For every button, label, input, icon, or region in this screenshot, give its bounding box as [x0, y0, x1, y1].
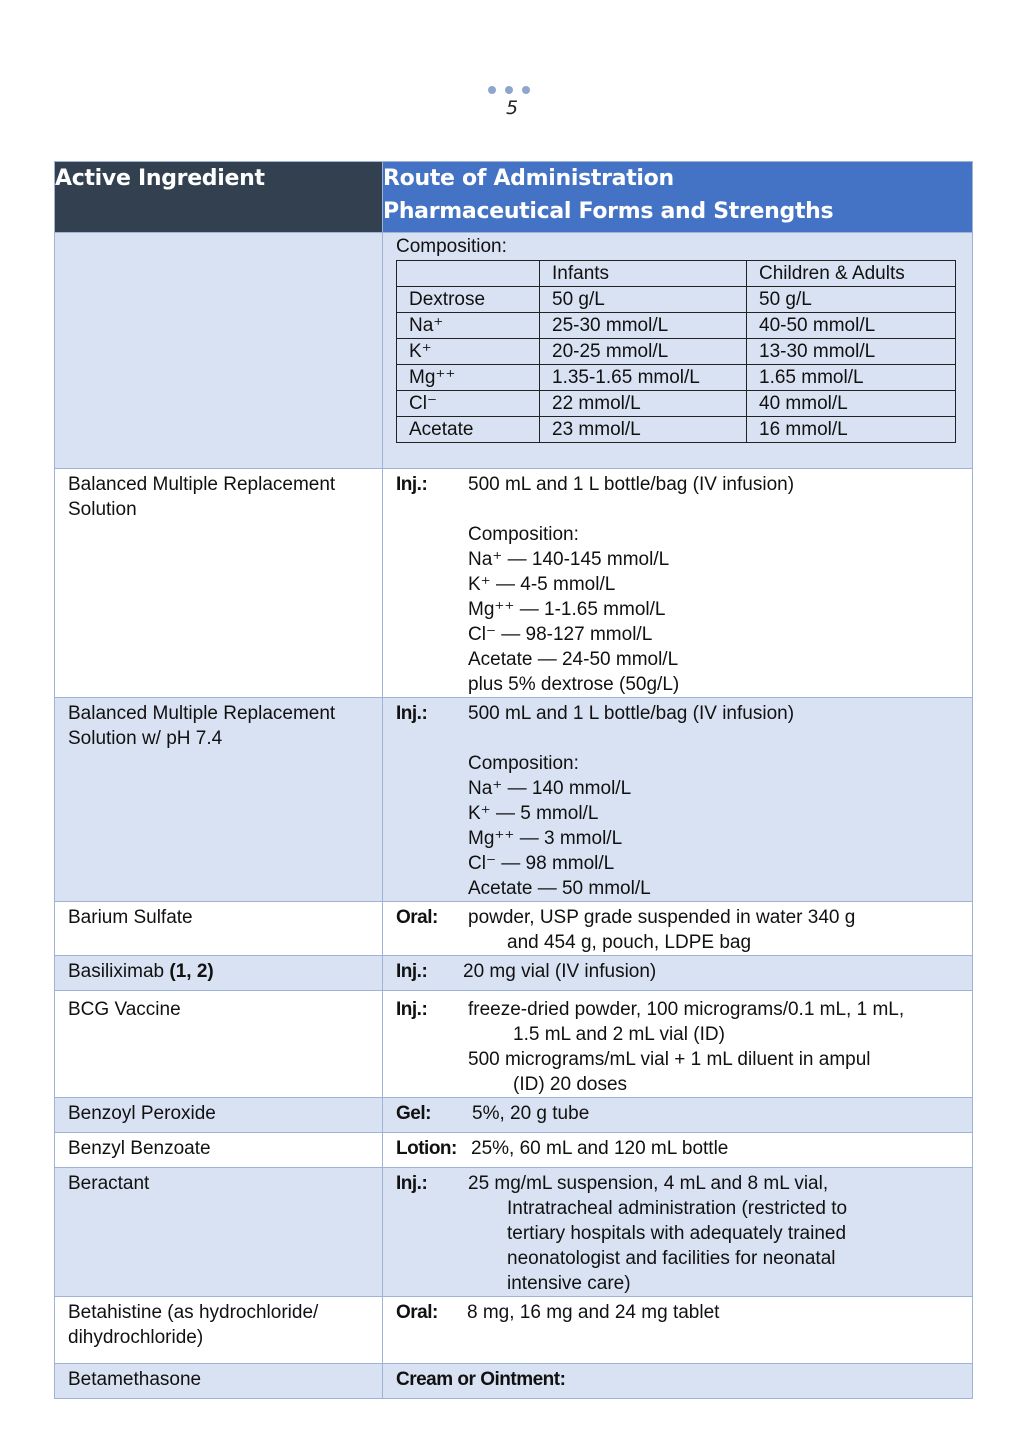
- ingredient-name: Balanced Multiple Replacement: [68, 474, 336, 495]
- detail-line: and 454 g, pouch, LDPE bag: [507, 932, 752, 953]
- form-label: Gel:: [396, 1103, 431, 1124]
- composition-cell: Mg⁺⁺: [397, 365, 540, 391]
- table-row: [55, 902, 973, 956]
- composition-header-row: [397, 261, 956, 287]
- ingredient-name: Balanced Multiple Replacement: [68, 703, 336, 724]
- table-row: [55, 1364, 973, 1399]
- detail-line: tertiary hospitals with adequately trained: [507, 1223, 847, 1244]
- forms-cell: [383, 1297, 973, 1364]
- ingredient-cell: [55, 956, 383, 991]
- detail-line: [468, 497, 972, 522]
- composition-row: [397, 391, 956, 417]
- detail-line: 20 mg vial (IV infusion): [463, 961, 657, 982]
- composition-header: Infants: [540, 261, 747, 287]
- detail-line: 25 mg/mL suspension, 4 mL and 8 mL vial,: [468, 1173, 829, 1194]
- ingredient-cell: [55, 1168, 383, 1297]
- form-details: [396, 1171, 972, 1296]
- detail-line: Cl⁻ — 98 mmol/L: [468, 853, 615, 874]
- ingredient-name: Barium Sulfate: [68, 907, 193, 928]
- detail-line: Mg⁺⁺ — 1-1.65 mmol/L: [468, 599, 666, 620]
- header-route-line1: Route of Administration: [383, 166, 674, 191]
- ingredient-name: Benzoyl Peroxide: [68, 1103, 216, 1124]
- composition-cell: Na⁺: [397, 313, 540, 339]
- ingredient-cell: [55, 1297, 383, 1364]
- composition-row: [397, 287, 956, 313]
- table-row: [55, 698, 973, 902]
- forms-cell: [383, 956, 973, 991]
- composition-cell: 16 mmol/L: [747, 417, 956, 443]
- forms-cell: [383, 698, 973, 902]
- composition-cell: 20-25 mmol/L: [540, 339, 747, 365]
- composition-row: [397, 339, 956, 365]
- detail-line: Na⁺ — 140-145 mmol/L: [468, 549, 670, 570]
- form-details: [396, 1300, 972, 1325]
- table-row: [55, 469, 973, 698]
- detail-line: plus 5% dextrose (50g/L): [468, 674, 680, 695]
- detail-line: 8 mg, 16 mg and 24 mg tablet: [467, 1302, 720, 1323]
- composition-cell: 13-30 mmol/L: [747, 339, 956, 365]
- ingredient-reference: (1, 2): [169, 961, 214, 982]
- form-label: Cream or Ointment:: [396, 1369, 566, 1390]
- ingredient-name: Basiliximab: [68, 961, 165, 982]
- detail-line: (ID) 20 doses: [513, 1074, 628, 1095]
- detail-line: neonatologist and facilities for neonatal: [507, 1248, 836, 1269]
- ingredient-cell: [55, 1098, 383, 1133]
- form-details: [396, 905, 972, 955]
- detail-line: 500 mL and 1 L bottle/bag (IV infusion): [468, 474, 795, 495]
- detail-line: 1.5 mL and 2 mL vial (ID): [513, 1024, 725, 1045]
- form-label: Oral:: [396, 1302, 438, 1323]
- composition-row: [397, 313, 956, 339]
- ingredient-name: Betamethasone: [68, 1369, 202, 1390]
- ingredient-cell: [55, 233, 383, 469]
- ingredient-cell: [55, 1364, 383, 1399]
- form-details: [396, 472, 972, 697]
- composition-cell: 23 mmol/L: [540, 417, 747, 443]
- header-route-line2: Pharmaceutical Forms and Strengths: [383, 199, 834, 224]
- detail-line: K⁺ — 4-5 mmol/L: [468, 574, 616, 595]
- form-label: Inj.:: [396, 961, 428, 982]
- composition-cell: 50 g/L: [747, 287, 956, 313]
- ornament-dot: [522, 86, 530, 94]
- composition-cell: Cl⁻: [397, 391, 540, 417]
- form-label: Inj.:: [396, 1173, 428, 1194]
- form-details: [396, 1101, 972, 1126]
- composition-cell: 1.35-1.65 mmol/L: [540, 365, 747, 391]
- detail-line: Acetate — 24-50 mmol/L: [468, 649, 679, 670]
- form-details: [396, 959, 972, 984]
- composition-cell: 40 mmol/L: [747, 391, 956, 417]
- ingredient-cell: [55, 698, 383, 902]
- detail-line: Composition:: [468, 524, 579, 545]
- table-row: [55, 233, 973, 469]
- composition-cell: K⁺: [397, 339, 540, 365]
- form-details: [396, 701, 972, 901]
- forms-cell: [383, 1133, 973, 1168]
- ingredient-name: Solution w/ pH 7.4: [68, 728, 223, 749]
- composition-cell: Dextrose: [397, 287, 540, 313]
- composition-cell: 22 mmol/L: [540, 391, 747, 417]
- detail-line: Cl⁻ — 98-127 mmol/L: [468, 624, 653, 645]
- table-header: [55, 162, 973, 233]
- composition-table: [396, 260, 956, 443]
- detail-line: 500 micrograms/mL vial + 1 mL diluent in ampul: [468, 1049, 871, 1070]
- detail-line: Mg⁺⁺ — 3 mmol/L: [468, 828, 623, 849]
- form-label: Inj.:: [396, 474, 428, 495]
- header-active-ingredient: Active Ingredient: [55, 162, 383, 233]
- composition-cell: 40-50 mmol/L: [747, 313, 956, 339]
- ingredient-cell: [55, 469, 383, 698]
- composition-cell: 1.65 mmol/L: [747, 365, 956, 391]
- detail-line: Na⁺ — 140 mmol/L: [468, 778, 632, 799]
- composition-cell: 50 g/L: [540, 287, 747, 313]
- ingredient-cell: [55, 991, 383, 1098]
- forms-cell: [383, 991, 973, 1098]
- detail-line: 500 mL and 1 L bottle/bag (IV infusion): [468, 703, 795, 724]
- page-number: 5: [505, 97, 519, 119]
- detail-line: K⁺ — 5 mmol/L: [468, 803, 599, 824]
- table-row: [55, 1098, 973, 1133]
- detail-line: intensive care): [507, 1273, 631, 1294]
- ingredient-name: BCG Vaccine: [68, 999, 181, 1020]
- detail-line: Acetate — 50 mmol/L: [468, 878, 651, 899]
- form-label: Oral:: [396, 907, 438, 928]
- table-row: [55, 991, 973, 1098]
- ingredient-name: Betahistine (as hydrochloride/: [68, 1302, 319, 1323]
- detail-line: Intratracheal administration (restricted to: [507, 1198, 848, 1219]
- forms-cell: [383, 902, 973, 956]
- forms-cell: [383, 233, 973, 469]
- form-details: [396, 1136, 972, 1161]
- forms-cell: [383, 1364, 973, 1399]
- header-route: [383, 162, 973, 233]
- composition-header: Children & Adults: [747, 261, 956, 287]
- ornament-dot: [505, 86, 513, 94]
- forms-cell: [383, 1098, 973, 1133]
- form-label: Inj.:: [396, 999, 428, 1020]
- detail-line: [468, 726, 972, 751]
- detail-line: freeze-dried powder, 100 micrograms/0.1 mL, 1 mL,: [468, 999, 905, 1020]
- ingredient-name: dihydrochloride): [68, 1327, 204, 1348]
- page-ornament: [488, 86, 530, 94]
- table-row: [55, 1297, 973, 1364]
- ingredient-name: Solution: [68, 499, 137, 520]
- composition-header: [397, 261, 540, 287]
- form-label: Lotion:: [396, 1138, 457, 1159]
- form-details: [396, 997, 972, 1097]
- ornament-dot: [488, 86, 496, 94]
- composition-row: [397, 365, 956, 391]
- drug-table: [54, 161, 973, 1399]
- forms-cell: [383, 469, 973, 698]
- table-row: [55, 1133, 973, 1168]
- table-row: [55, 1168, 973, 1297]
- detail-line: powder, USP grade suspended in water 340 g: [468, 907, 856, 928]
- ingredient-name: Beractant: [68, 1173, 150, 1194]
- table-row: [55, 956, 973, 991]
- ingredient-cell: [55, 1133, 383, 1168]
- detail-line: 25%, 60 mL and 120 mL bottle: [471, 1138, 729, 1159]
- form-label: Inj.:: [396, 703, 428, 724]
- composition-row: [397, 417, 956, 443]
- composition-label: Composition:: [396, 236, 507, 257]
- ingredient-cell: [55, 902, 383, 956]
- composition-cell: Acetate: [397, 417, 540, 443]
- detail-line: 5%, 20 g tube: [472, 1103, 590, 1124]
- ingredient-name: Benzyl Benzoate: [68, 1138, 211, 1159]
- composition-cell: 25-30 mmol/L: [540, 313, 747, 339]
- detail-line: Composition:: [468, 753, 579, 774]
- forms-cell: [383, 1168, 973, 1297]
